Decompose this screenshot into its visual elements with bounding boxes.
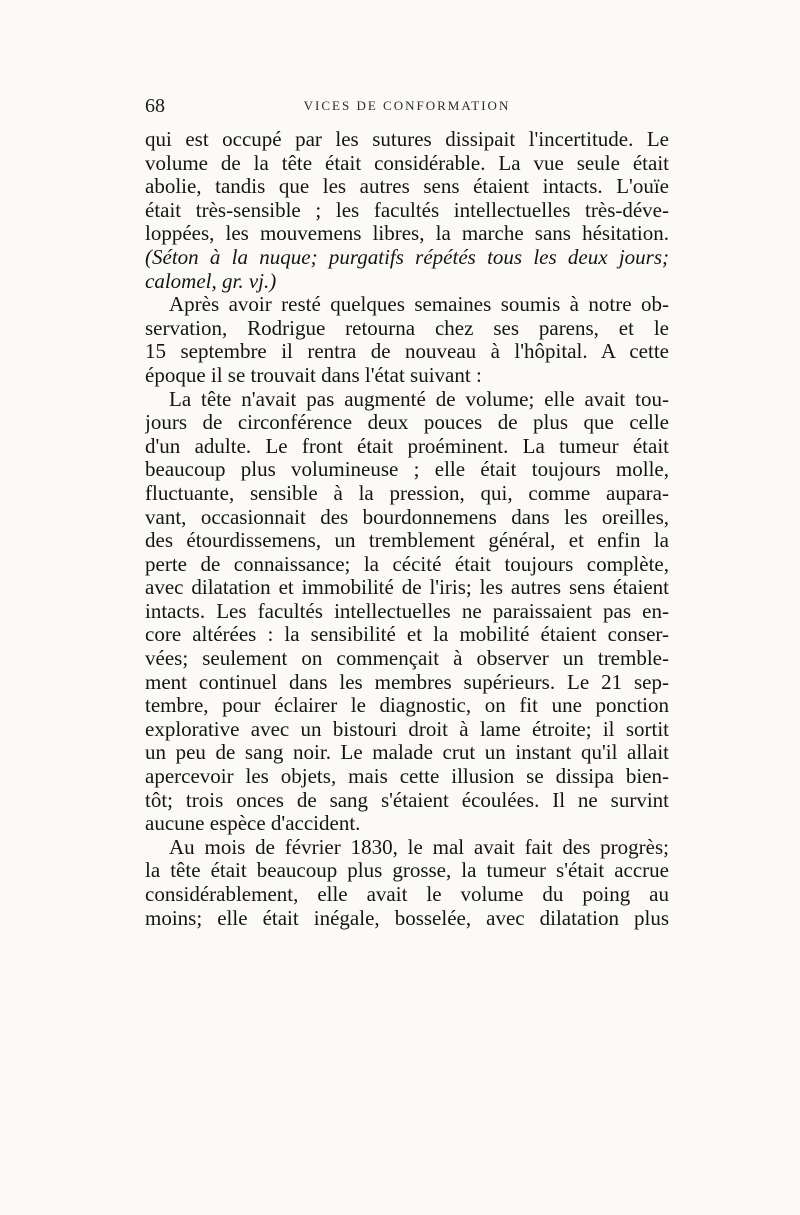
text-line: perte de connaissance; la cécité était toujours complète, xyxy=(145,552,669,576)
text-line: tôt; trois onces de sang s'étaient écoulées. Il ne survint xyxy=(145,788,669,812)
text-line: un peu de sang noir. Le malade crut un instant qu'il allait xyxy=(145,741,669,765)
text-line: était très-sensible ; les facultés intellectuelles très-déve- xyxy=(145,198,669,222)
text-line: La tête n'avait pas augmenté de volume; elle avait tou- xyxy=(169,387,669,411)
text-line: beaucoup plus volumineuse ; elle était toujours molle, xyxy=(145,458,669,482)
body-text xyxy=(145,128,669,930)
text-line: vant, occasionnait des bourdonnemens dans les oreilles, xyxy=(145,505,669,529)
text-line: ment continuel dans les membres supérieurs. Le 21 sep- xyxy=(145,670,669,694)
text-line: aucune espèce d'accident. xyxy=(145,812,361,836)
running-title: VICES DE CONFORMATION xyxy=(303,98,511,113)
text-line: core altérées : la sensibilité et la mobilité étaient conser- xyxy=(145,623,669,647)
running-head xyxy=(145,92,669,120)
text-line: abolie, tandis que les autres sens étaient intacts. L'ouïe xyxy=(145,175,669,199)
text-line: Au mois de février 1830, le mal avait fait des progrès; xyxy=(169,835,669,859)
page-number: 68 xyxy=(145,95,165,117)
text-line-prescription: calomel, gr. vj.) xyxy=(145,269,277,293)
text-line: servation, Rodrigue retourna chez ses parens, et le xyxy=(145,316,669,340)
text-line: d'un adulte. Le front était proéminent. La tumeur était xyxy=(145,434,669,458)
text-line: intacts. Les facultés intellectuelles ne paraissaient pas en- xyxy=(145,599,669,623)
text-line: apercevoir les objets, mais cette illusion se dissipa bien- xyxy=(145,765,669,789)
text-line: explorative avec un bistouri droit à lame étroite; il sortit xyxy=(145,717,669,741)
text-line: moins; elle était inégale, bosselée, avec dilatation plus xyxy=(145,906,669,930)
text-line: époque il se trouvait dans l'état suivant : xyxy=(145,363,482,387)
text-line: 15 septembre il rentra de nouveau à l'hôpital. A cette xyxy=(145,340,669,364)
text-line: avec dilatation et immobilité de l'iris; les autres sens étaient xyxy=(145,576,669,600)
text-line: tembre, pour éclairer le diagnostic, on fit une ponction xyxy=(145,694,669,718)
text-line: jours de circonférence deux pouces de plus que celle xyxy=(145,411,669,435)
text-line: des étourdissemens, un tremblement général, et enfin la xyxy=(145,529,669,553)
text-line: vées; seulement on commençait à observer un tremble- xyxy=(145,647,669,671)
text-line: loppées, les mouvemens libres, la marche sans hésitation. xyxy=(145,222,669,246)
text-line: la tête était beaucoup plus grosse, la tumeur s'était accrue xyxy=(145,859,669,883)
text-line: considérablement, elle avait le volume du poing au xyxy=(145,883,669,906)
text-line-prescription: (Séton à la nuque; purgatifs répétés tous les deux jours; xyxy=(145,245,669,269)
text-line: Après avoir resté quelques semaines soumis à notre ob- xyxy=(169,293,669,317)
text-line: fluctuante, sensible à la pression, qui, comme aupara- xyxy=(145,481,669,505)
text-line: qui est occupé par les sutures dissipait l'incertitude. Le xyxy=(145,128,669,151)
text-line: volume de la tête était considérable. La vue seule était xyxy=(145,151,669,175)
